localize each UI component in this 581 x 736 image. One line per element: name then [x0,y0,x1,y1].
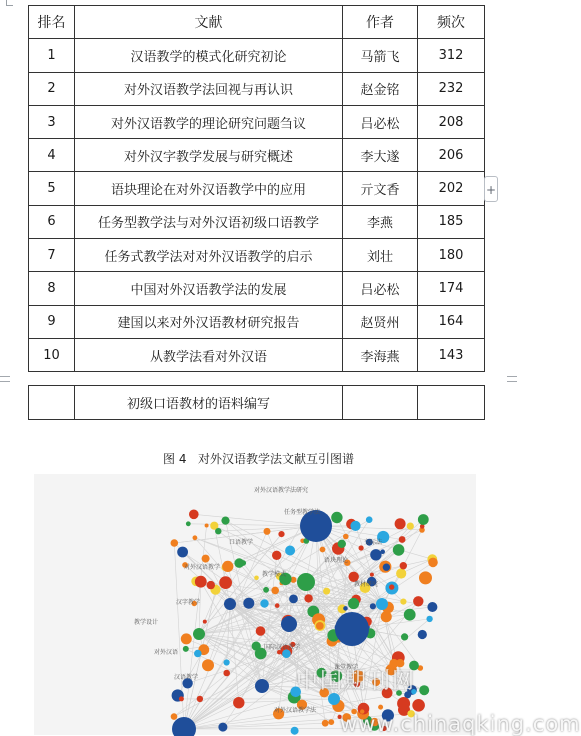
table-row [29,139,485,172]
document-cell: 任务型教学法与对外汉语初级口语教学 [75,205,343,238]
node-label: 汉字教学 [176,598,200,606]
network-node [193,628,205,640]
network-node [186,521,191,526]
network-node [224,659,230,665]
network-node [395,518,406,529]
document-cell: 建国以来对外汉语教材研究报告 [75,305,343,338]
rank-cell: 3 [29,105,75,138]
network-node [328,719,334,725]
table-row [29,239,485,272]
network-node [335,612,369,646]
network-node [419,685,429,695]
network-node [202,555,210,563]
network-node [404,609,416,621]
network-node [194,650,202,658]
author-cell: 吕必松 [343,272,418,305]
network-node [322,720,329,727]
network-node [183,646,189,652]
network-node [331,512,342,523]
network-node [400,599,406,605]
table-row [29,72,485,105]
network-node [263,587,269,593]
node-label: 教学设计 [134,618,158,626]
rank-cell: 4 [29,139,75,172]
network-node [255,679,269,693]
node-label: 口语教学 [229,538,253,546]
network-node [427,602,437,612]
network-node [243,598,254,609]
network-node [426,616,432,622]
rank-cell: 7 [29,239,75,272]
network-node [181,633,192,644]
network-node [195,576,207,588]
network-node [260,599,268,607]
node-label: 汉语教学 [174,673,198,681]
network-node [203,620,207,624]
network-node [297,573,315,591]
node-label: 对外汉语教学法 [274,706,317,714]
document-cell: 对外汉语教学法回视与再认识 [75,72,343,105]
network-node [393,544,405,556]
author-cell: 亓文香 [343,172,418,205]
table-cell [343,386,418,420]
network-node [343,534,349,540]
network-node [254,576,259,581]
table-cell [418,386,485,420]
rank-cell: 5 [29,172,75,205]
network-node [221,517,229,525]
network-node [177,547,188,558]
header-document: 文献 [75,6,343,39]
network-node [370,573,374,577]
network-node [285,546,295,556]
network-node [396,568,406,578]
node-label: 交际法 [364,538,383,546]
corner-marker [6,0,13,6]
node-label: 课堂教学 [334,663,358,671]
network-node [389,584,394,589]
network-node [366,516,373,523]
frequency-cell: 232 [418,72,485,105]
author-cell: 赵贤州 [343,305,418,338]
network-node [223,670,230,677]
network-node [172,717,196,736]
network-node [291,727,299,735]
table-body [29,39,485,372]
rank-cell: 9 [29,305,75,338]
citation-network-figure [34,474,476,735]
network-node [323,588,330,595]
network-node [171,713,178,720]
document-cell: 语块理论在对外汉语教学中的应用 [75,172,343,205]
header-author: 作者 [343,6,418,39]
network-node [370,549,381,560]
network-node [361,705,366,710]
frequency-cell: 208 [418,105,485,138]
rank-cell: 10 [29,338,75,371]
node-label: 教材研究 [354,580,378,588]
frequency-cell: 206 [418,139,485,172]
network-node [350,521,360,531]
rank-cell: 8 [29,272,75,305]
network-node [418,514,429,525]
network-node [193,535,198,540]
watermark-url: www.chinaqking.com [340,712,581,736]
network-node [399,536,406,543]
continuation-document-cell: 初级口语教材的语料编写 [75,386,343,420]
frequency-cell: 180 [418,239,485,272]
table-row [29,386,485,420]
network-node [218,723,227,732]
figure-caption: 图 4 对外汉语教学法文献互引图谱 [0,450,517,467]
node-label: 教学模式 [262,570,286,578]
network-node [304,594,312,602]
table-row [29,39,485,72]
network-node [252,642,261,651]
table-row [29,205,485,238]
network-node [412,699,425,712]
network-node [428,558,438,568]
frequency-cell: 202 [418,172,485,205]
network-node [215,528,221,534]
add-row-button[interactable]: + [484,176,498,202]
table-row [29,338,485,371]
document-cell: 汉语教学的模式化研究初论 [75,39,343,72]
network-node [407,523,414,530]
network-node [343,606,348,611]
author-cell: 李大遂 [343,139,418,172]
margin-marker-right [507,376,517,382]
rank-cell: 2 [29,72,75,105]
node-label: 语块理论 [324,556,348,564]
citation-ranking-table [28,5,485,372]
network-edge [184,590,266,729]
rank-cell: 6 [29,205,75,238]
table-row [29,172,485,205]
author-cell: 李燕 [343,205,418,238]
table-row [29,272,485,305]
document-cell: 对外汉语教学的理论研究问题刍议 [75,105,343,138]
author-cell: 马箭飞 [343,39,418,72]
network-node [202,659,214,671]
network-node [264,528,271,535]
network-node [418,630,427,639]
frequency-cell: 174 [418,272,485,305]
document-cell: 中国对外汉语教学法的发展 [75,272,343,305]
table-header-row [29,6,485,39]
network-node [205,524,209,528]
network-node [289,595,298,604]
node-label: 对外汉语 [154,648,178,656]
document-cell: 任务式教学法对对外汉语教学的启示 [75,239,343,272]
network-graph [34,474,476,735]
document-cell: 从教学法看对外汉语 [75,338,343,371]
header-frequency: 频次 [418,6,485,39]
author-cell: 李海燕 [343,338,418,371]
rank-cell: 1 [29,39,75,72]
network-node [370,603,376,609]
network-node [378,705,383,710]
network-node [272,551,281,560]
author-cell: 刘壮 [343,239,418,272]
frequency-cell: 185 [418,205,485,238]
document-cell: 对外汉字教学发展与研究概述 [75,139,343,172]
network-node [413,596,423,606]
network-node [338,540,346,548]
node-label: 对外汉语教学 [184,563,220,571]
network-node [275,603,280,608]
network-node [380,549,385,554]
table-row [29,305,485,338]
network-node [197,696,203,702]
margin-marker-left [0,376,10,382]
network-node [271,587,279,595]
network-node [222,561,233,572]
header-rank: 排名 [29,6,75,39]
network-node [219,576,232,589]
network-node [207,581,215,589]
network-node [359,545,364,550]
network-node [233,697,244,708]
network-node [256,626,266,636]
network-node [400,562,407,569]
frequency-cell: 164 [418,305,485,338]
continuation-table [28,385,485,420]
node-label: 任务型教学法 [284,508,321,516]
network-node [171,539,179,547]
network-node [419,571,432,584]
network-node [348,598,359,609]
network-node [320,547,326,553]
network-node [281,616,297,632]
author-cell: 吕必松 [343,105,418,138]
table-row [29,105,485,138]
watermark-text: 中国期刊网 [296,664,416,695]
network-node [224,598,236,610]
frequency-cell: 312 [418,39,485,72]
node-label: 国际汉语教学 [264,643,300,651]
frequency-cell: 143 [418,338,485,371]
node-label: 对外汉语教学法研究 [254,486,308,494]
network-node [179,696,184,701]
network-node [278,531,284,537]
network-node [401,633,408,640]
network-node [376,598,388,610]
author-cell: 赵金铭 [343,72,418,105]
network-node [316,622,324,630]
network-node [383,564,390,571]
network-node [240,560,246,566]
table-cell [29,386,75,420]
network-node [189,510,199,520]
